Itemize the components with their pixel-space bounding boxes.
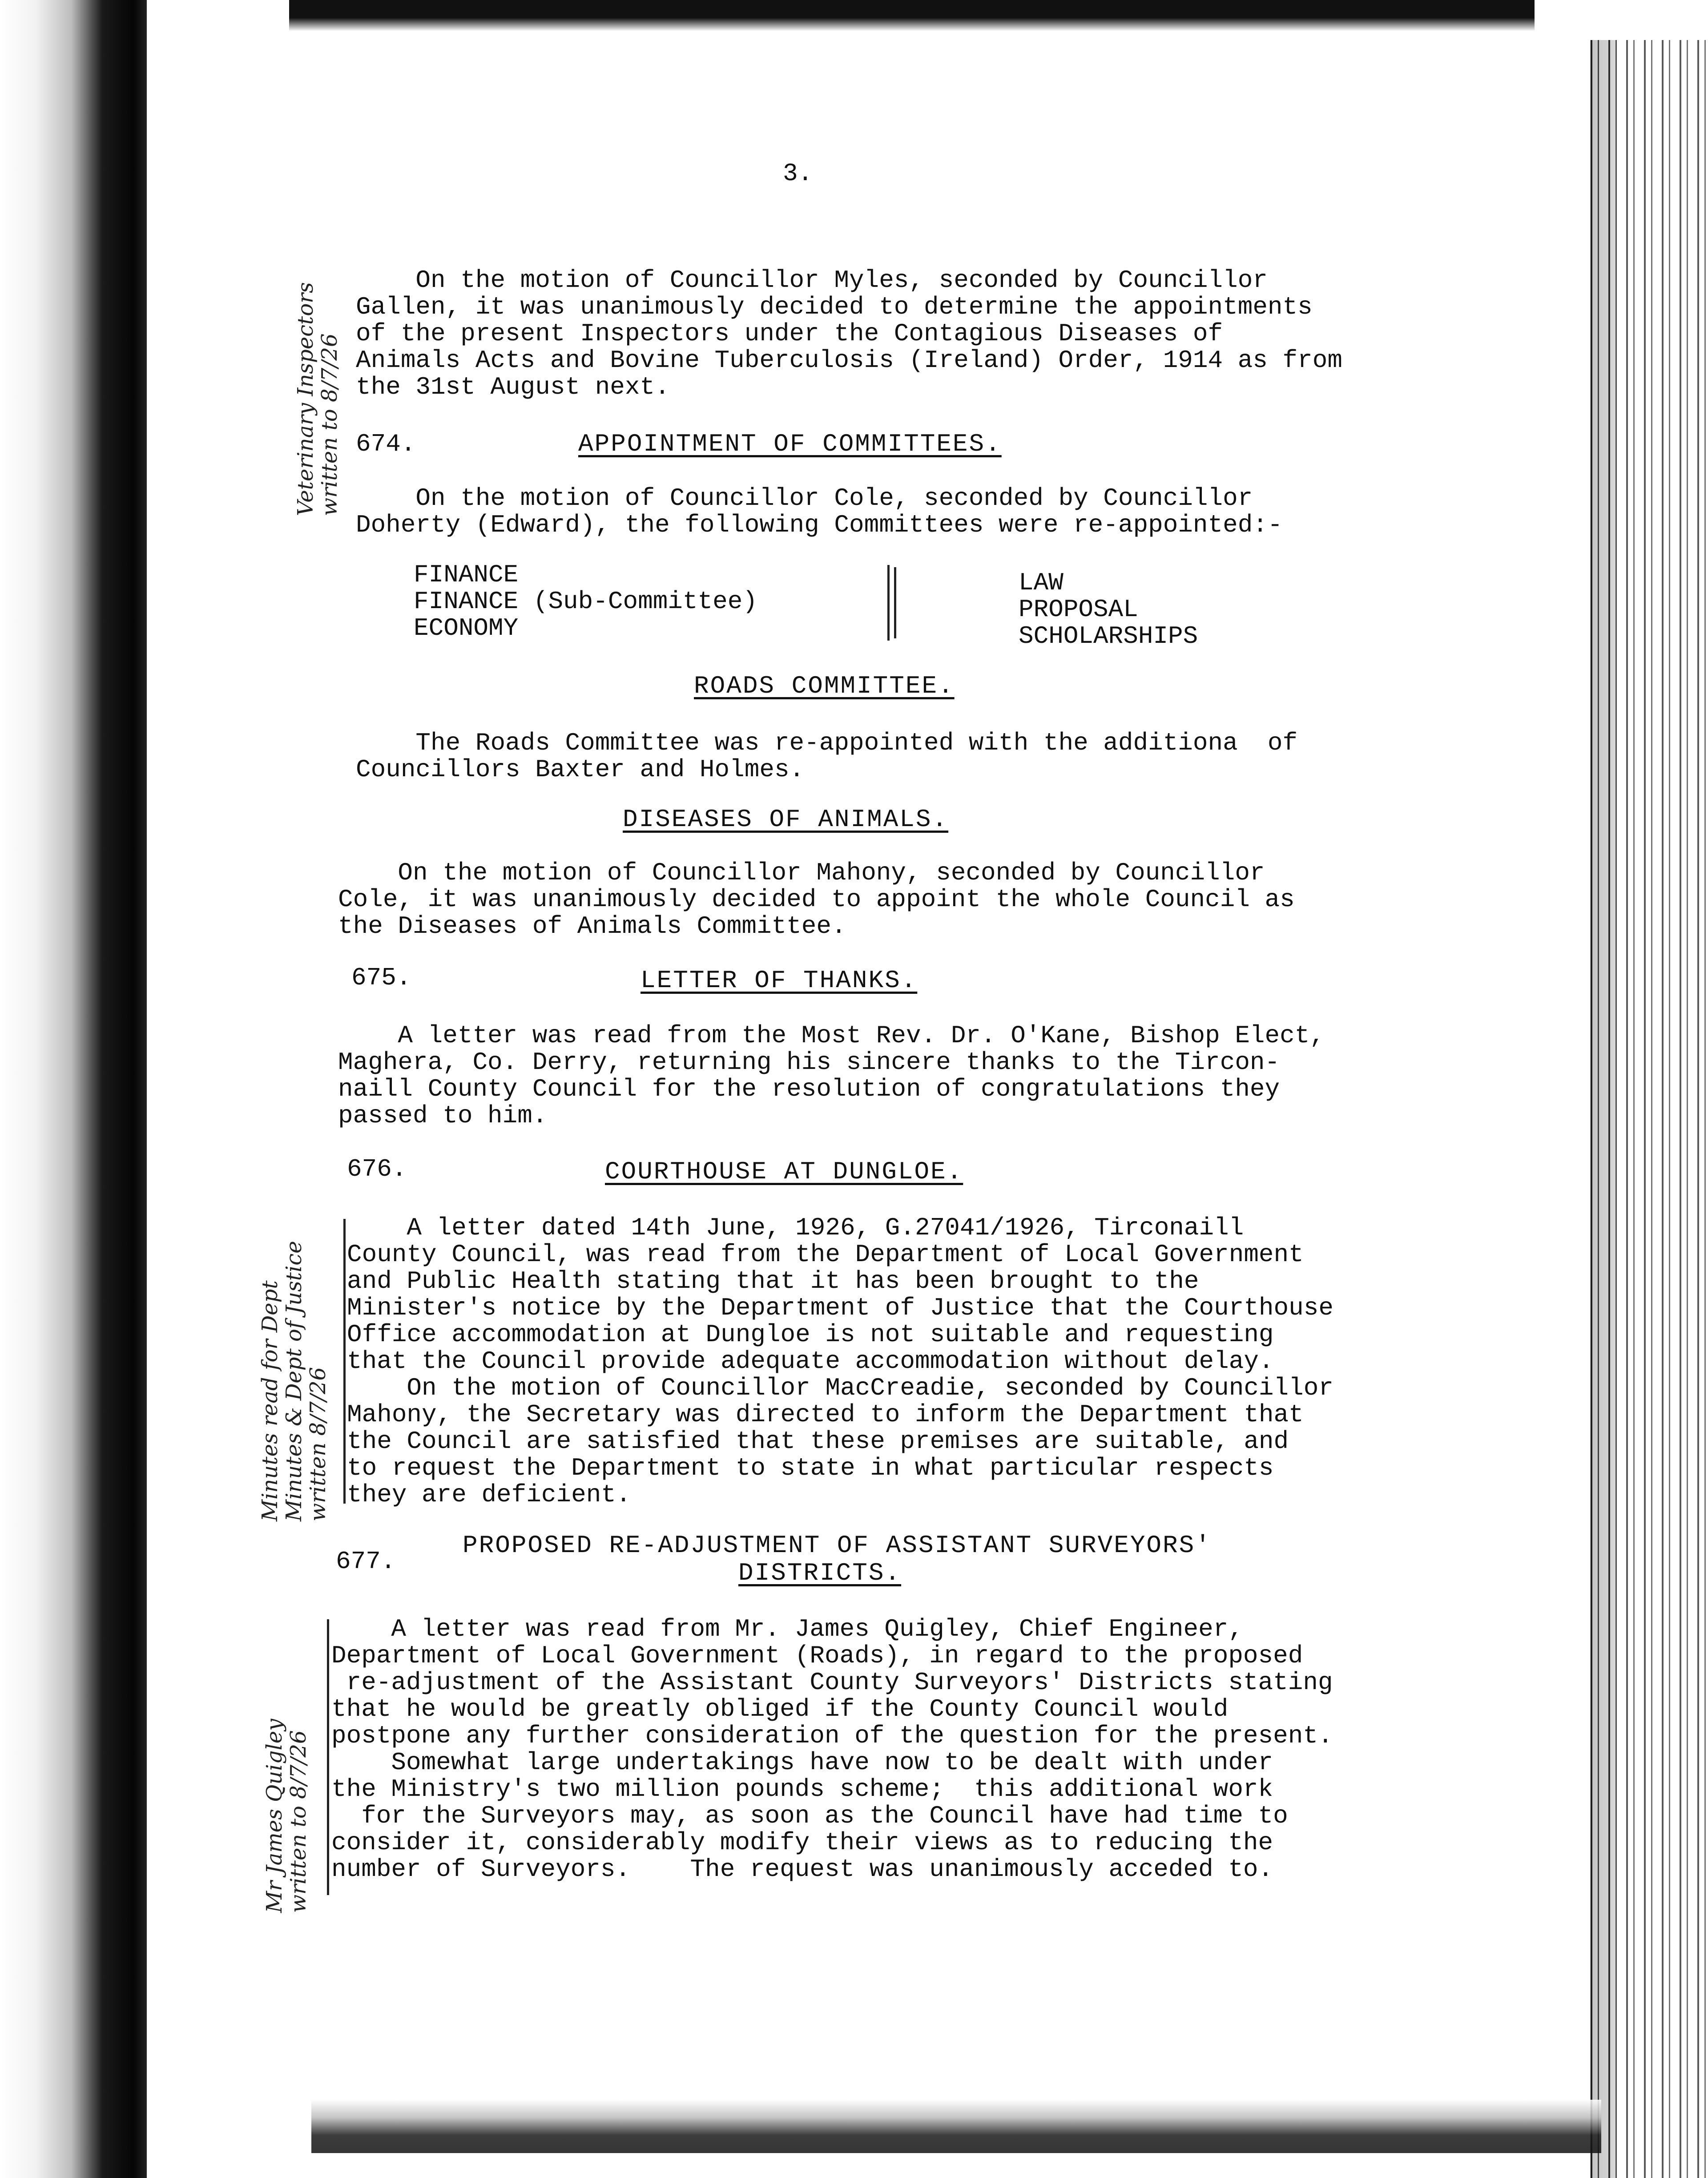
paragraph-676 [347, 1214, 1333, 1508]
text-line: Councillors Baxter and Holmes. [356, 755, 805, 784]
text-line: the Ministry's two million pounds scheme; this additional work [331, 1775, 1273, 1803]
text-line: naill County Council for the resolution of congratulations they [338, 1075, 1280, 1103]
text-line: On the motion of Councillor MacCreadie, seconded by Councillor [347, 1374, 1333, 1402]
text-line: number of Surveyors. The request was unanimously acceded to. [331, 1855, 1273, 1884]
text-line: the 31st August next. [356, 373, 670, 401]
text-line: County Council, was read from the Department of Local Government [347, 1240, 1304, 1269]
paragraph-roads [356, 730, 1297, 783]
item-number-676: 676. [347, 1155, 407, 1183]
heading-districts: DISTRICTS. [738, 1559, 902, 1587]
text-line: Gallen, it was unanimously decided to determine the appointments [356, 293, 1313, 321]
text-line: Minister's notice by the Department of Justice that the Courthouse [347, 1294, 1333, 1322]
margin-note-quigley: Mr James Quigley written to 8/7/26 [262, 1718, 311, 1913]
text-line: The Roads Committee was re-appointed with the additiona of [356, 729, 1298, 757]
committee-item: SCHOLARSHIPS [1019, 622, 1198, 650]
column-divider [887, 565, 890, 641]
text-line: Cole, it was unanimously decided to appoint the whole Council as [338, 885, 1295, 914]
item-number-677: 677. [336, 1547, 396, 1576]
paragraph-674 [356, 485, 1283, 538]
committees-left-list [414, 561, 757, 641]
margin-note-courthouse: Minutes read for Dept Minutes & Dept of Justice written 8/7/26 [258, 1241, 330, 1521]
committee-item: FINANCE [414, 561, 519, 589]
text-line: they are deficient. [347, 1480, 631, 1509]
heading-roads-committee: ROADS COMMITTEE. [694, 672, 955, 700]
text-line: Animals Acts and Bovine Tuberculosis (Ireland) Order, 1914 as from [356, 346, 1342, 375]
item-number-675: 675. [351, 964, 411, 992]
text-line: A letter was read from the Most Rev. Dr. O'Kane, Bishop Elect, [338, 1021, 1325, 1050]
text-line: On the motion of Councillor Mahony, seconded by Councillor [338, 859, 1265, 887]
text-line: the Council are satisfied that these premises are suitable, and [347, 1427, 1289, 1456]
paragraph-677 [331, 1616, 1333, 1883]
text-line: Somewhat large undertakings have now to be dealt with under [331, 1748, 1273, 1777]
paragraph-diseases [338, 859, 1295, 940]
margin-note-inspectors: Veterinary Inspectors written to 8/7/26 [293, 282, 342, 516]
text-line: Office accommodation at Dungloe is not suitable and requesting [347, 1320, 1274, 1349]
text-line: that the Council provide adequate accommodation without delay. [347, 1347, 1274, 1375]
text-line: and Public Health stating that it has been brought to the [347, 1267, 1199, 1295]
page-number: 3. [783, 159, 813, 188]
item-number-674: 674. [356, 430, 416, 458]
text-line: Mahony, the Secretary was directed to inform the Department that [347, 1400, 1304, 1429]
committee-item: PROPOSAL [1019, 595, 1138, 624]
text-line: A letter dated 14th June, 1926, G.27041/1926, Tirconaill [347, 1214, 1244, 1242]
heading-proposed-readjustment: PROPOSED RE-ADJUSTMENT OF ASSISTANT SURVEYORS' [463, 1531, 1212, 1560]
heading-letter-of-thanks: LETTER OF THANKS. [640, 966, 918, 995]
text-line: postpone any further consideration of the question for the present. [331, 1722, 1333, 1750]
column-divider [894, 567, 896, 638]
text-line: the Diseases of Animals Committee. [338, 912, 846, 940]
committee-item: LAW [1019, 569, 1063, 597]
text-line: that he would be greatly obliged if the County Council would [331, 1695, 1229, 1723]
heading-diseases-of-animals: DISEASES OF ANIMALS. [623, 805, 949, 834]
committee-item: ECONOMY [414, 614, 519, 642]
text-line: Department of Local Government (Roads), in regard to the proposed [331, 1642, 1303, 1670]
committee-item: FINANCE (Sub-Committee) [414, 587, 757, 616]
text-line: for the Surveyors may, as soon as the Council have had time to [331, 1802, 1288, 1830]
margin-bracket-677 [327, 1619, 329, 1895]
text-line: On the motion of Councillor Myles, seconded by Councillor [356, 266, 1268, 294]
text-line: On the motion of Councillor Cole, seconded by Councillor [356, 484, 1253, 512]
heading-courthouse-at-dungloe: COURTHOUSE AT DUNGLOE. [605, 1158, 963, 1186]
heading-appointment-of-committees: APPOINTMENT OF COMMITTEES. [578, 430, 1002, 458]
margin-bracket-676 [343, 1219, 346, 1504]
text-line: A letter was read from Mr. James Quigley, Chief Engineer, [331, 1615, 1243, 1643]
text-line: of the present Inspectors under the Contagious Diseases of [356, 319, 1223, 348]
text-line: consider it, considerably modify their views as to reducing the [331, 1828, 1273, 1857]
text-line: Maghera, Co. Derry, returning his sincere thanks to the Tircon- [338, 1048, 1280, 1077]
committees-right-list [1019, 569, 1198, 649]
paragraph-675 [338, 1022, 1325, 1129]
text-line: to request the Department to state in what particular respects [347, 1454, 1274, 1482]
text-line: passed to him. [338, 1101, 548, 1130]
text-line: Doherty (Edward), the following Committees were re-appointed:- [356, 511, 1283, 539]
intro-paragraph [356, 267, 1342, 400]
text-line: re-adjustment of the Assistant County Surveyors' Districts stating [331, 1668, 1333, 1697]
